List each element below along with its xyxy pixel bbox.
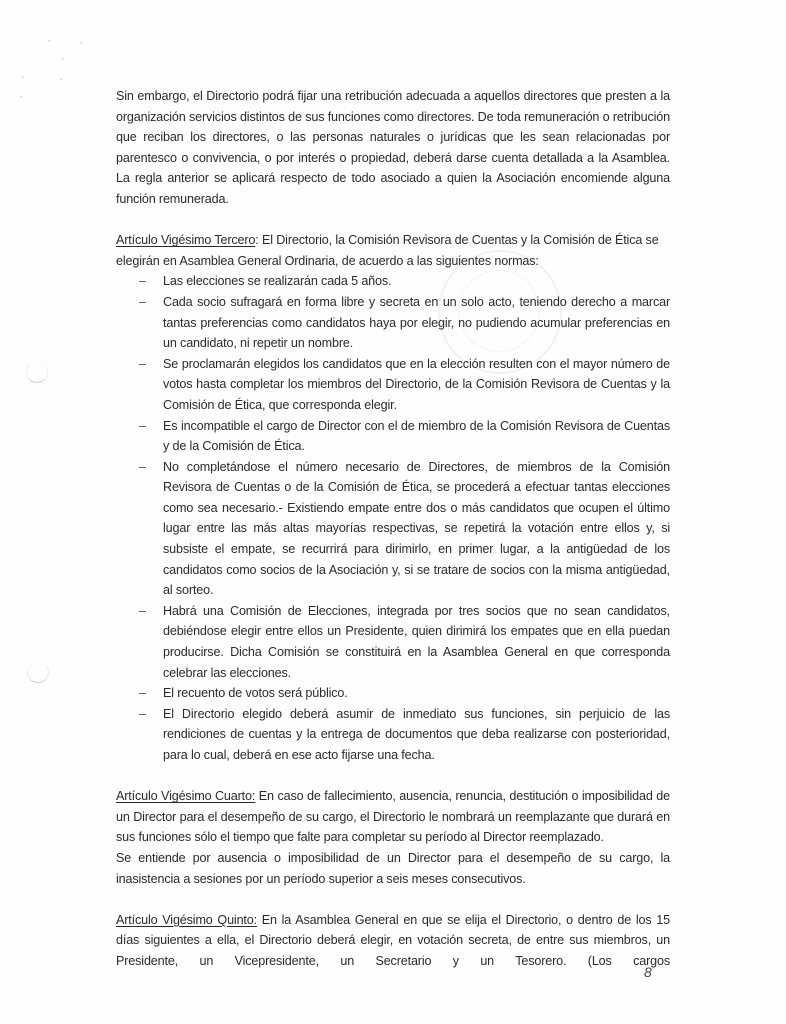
election-rules-list [116, 271, 670, 765]
punch-hole-mark [26, 362, 48, 383]
article-24-heading: Artículo Vigésimo Cuarto: [116, 789, 256, 804]
rule-text: El recuento de votos será público. [163, 686, 348, 701]
article-23-text: El Directorio, la Comisión Revisora de Cuentas y la Comisión de Ética se elegirán en Asamblea General Ordinaria, de acuerdo a las siguientes normas: [116, 233, 659, 268]
article-24-text: En caso de fallecimiento, ausencia, renuncia, destitución o imposibilidad de un Director para el desempeño de su cargo, el Directorio le nombrará un reemplazante que durará en sus funciones sólo el tiempo que falte para completar su período al Director reemplazado. [116, 789, 670, 845]
page-number: 8 [644, 964, 652, 980]
dash-bullet: – [139, 706, 146, 721]
list-item [116, 601, 670, 683]
dash-bullet: – [139, 356, 146, 371]
list-item [116, 457, 670, 601]
list-item [116, 354, 670, 416]
article-23-paragraph [116, 230, 670, 271]
rule-text: Las elecciones se realizarán cada 5 años. [163, 274, 392, 289]
dash-bullet: – [139, 603, 146, 618]
article-23-heading: Artículo Vigésimo Tercero [116, 233, 256, 248]
scan-speck [22, 76, 24, 78]
punch-hole-mark [27, 662, 49, 683]
list-item [116, 292, 670, 354]
article-25-paragraph [116, 910, 670, 972]
intro-paragraph: Sin embargo, el Directorio podrá fijar una retribución adecuada a aquellos directores que presten a la organización servicios distintos de sus funciones como directores. De toda remuneración o retribución que reciban los directores, o las personas naturales o jurídicas que les sean relacionadas por parentesco o convivencia, o por interés o propiedad, deberá darse cuenta detallada a la Asamblea. La regla anterior se aplicará respecto de todo asociado a quien la Asociación encomiende alguna función remunerada. [116, 89, 670, 206]
article-25-text: En la Asamblea General en que se elija el Directorio, o dentro de los 15 días siguientes a ella, el Directorio deberá elegir, en votación secreta, de entre sus miembros, un Presidente, un Vicepresidente, un Secretario y un Tesorero. (Los cargos [116, 912, 670, 968]
list-item [116, 683, 670, 704]
rule-text: Cada socio sufragará en forma libre y secreta en un solo acto, teniendo derecho a marcar tantas preferencias como candidatos haya por elegir, no pudiendo acumular preferencias en un candidato, ni repetir un nombre. [163, 294, 670, 351]
scan-speck [20, 96, 22, 98]
rule-text: El Directorio elegido deberá asumir de inmediato sus funciones, sin perjuicio de las rendiciones de cuentas y la entrega de documentos que deba realizarse con posterioridad, para lo cual, deberá en ese acto fijarse una fecha. [163, 706, 670, 762]
article-24-extra-paragraph: Se entiende por ausencia o imposibilidad de un Director para el desempeño de su cargo, la inasistencia a sesiones por un período superior a seis meses consecutivos. [116, 850, 670, 886]
scan-speck [80, 42, 82, 44]
list-item [116, 271, 670, 292]
rule-text: Habrá una Comisión de Elecciones, integrada por tres socios que no sean candidatos, debiéndose elegir entre ellos un Presidente, quien dirimirá los empates que en ella puedan producirse. Dicha Comisión se constituirá en la Asamblea General en que corresponda celebrar las elecciones. [163, 603, 670, 680]
scan-speck [62, 58, 64, 60]
dash-bullet: – [139, 418, 146, 433]
dash-bullet: – [139, 459, 146, 474]
list-item [116, 704, 670, 766]
article-23-separator: : [255, 233, 259, 248]
article-24-paragraph [116, 786, 670, 848]
dash-bullet: – [139, 686, 146, 701]
scan-speck [60, 78, 62, 80]
list-item [116, 416, 670, 457]
scan-speck [48, 40, 50, 42]
document-body [116, 86, 670, 972]
rule-text: Se proclamarán elegidos los candidatos que en la elección resulten con el mayor número de votos hasta completar los miembros del Directorio, de la Comisión Revisora de Cuentas y la Comisión de Ética, que corresponda elegir. [163, 356, 670, 412]
article-25-heading: Artículo Vigésimo Quinto: [116, 912, 257, 927]
rule-text: No completándose el número necesario de Directores, de miembros de la Comisión Revisora de Cuentas o de la Comisión de Ética, se procederá a efectuar tantas elecciones como sea necesario.- Existiendo empate entre dos o más candidatos que ocupen el último lugar entre las más altas mayorías respectivas, se repetirá la votación entre ellos y, si subsiste el empate, se recurrirá para dirimirlo, en primer lugar, a la antigüedad de los candidatos como socios de la Asociación y, si se tratare de socios con la misma antigüedad, al sorteo. [163, 459, 670, 598]
dash-bullet: – [139, 294, 146, 309]
dash-bullet: – [139, 274, 146, 289]
rule-text: Es incompatible el cargo de Director con el de miembro de la Comisión Revisora de Cuentas y de la Comisión de Ética. [163, 418, 670, 454]
